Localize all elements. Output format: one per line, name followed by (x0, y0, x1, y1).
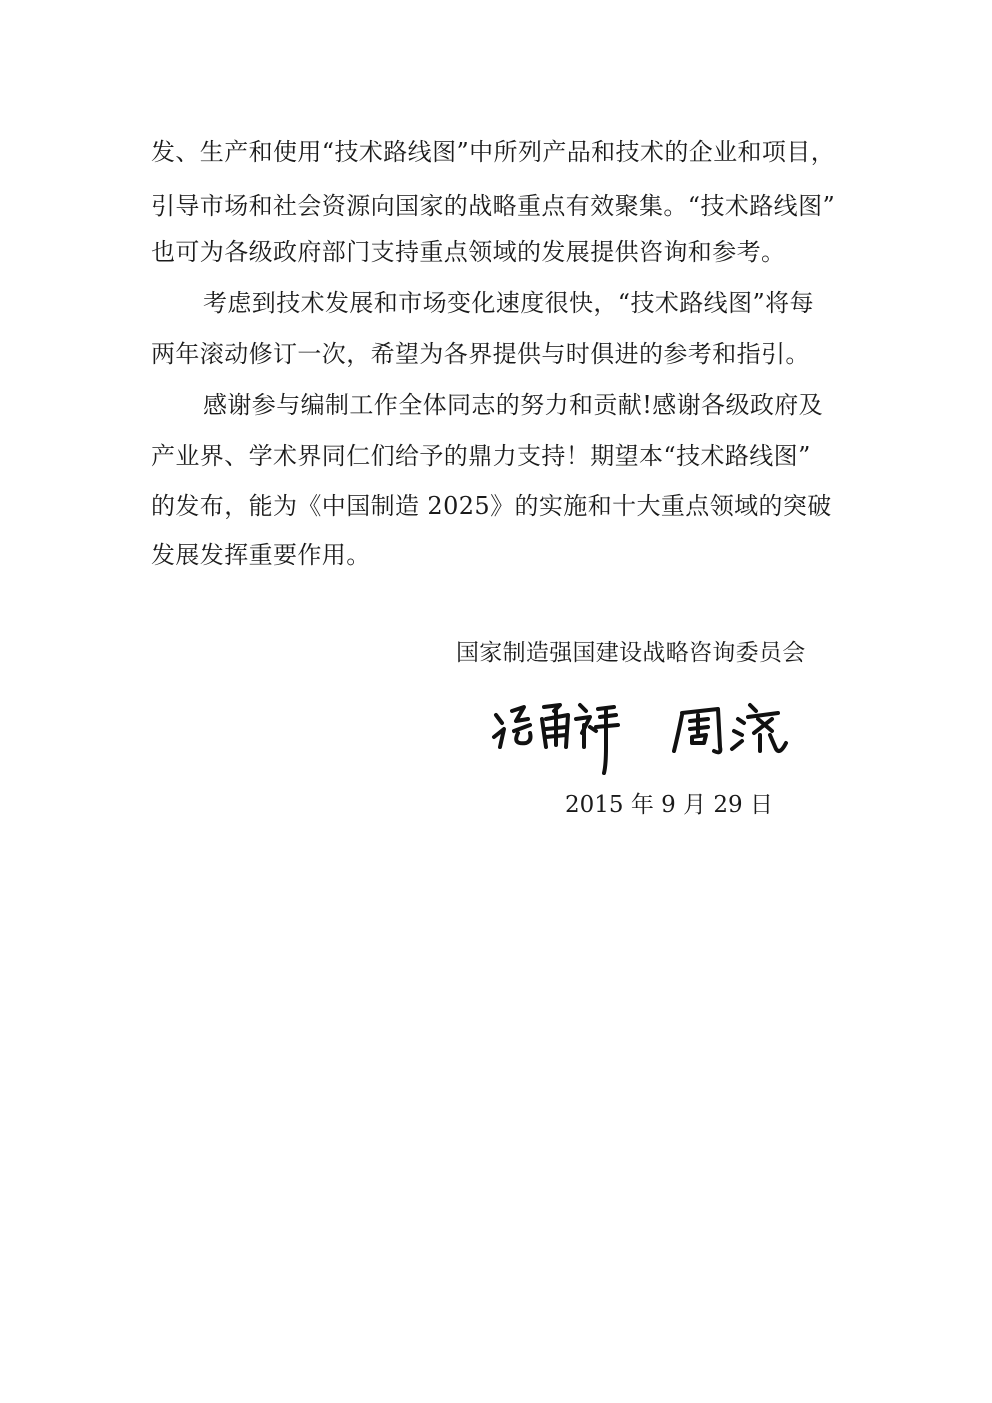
paragraph-line: 考虑到技术发展和市场变化速度很快，“技术路线图”将每 (203, 289, 814, 317)
paragraph-line: 的发布，能为《中国制造 2025》的实施和十大重点领域的突破 (151, 492, 832, 520)
signature-drawing (486, 685, 796, 785)
paragraph-line: 发、生产和使用“技术路线图”中所列产品和技术的企业和项目， (151, 138, 836, 166)
paragraph-line: 引导市场和社会资源向国家的战略重点有效聚集。“技术路线图” (151, 192, 836, 220)
signing-date: 2015 年 9 月 29 日 (565, 792, 773, 818)
organization-name: 国家制造强国建设战略咨询委员会 (456, 640, 806, 666)
paragraph-line: 发展发挥重要作用。 (151, 541, 371, 569)
paragraph-line: 也可为各级政府部门支持重点领域的发展提供咨询和参考。 (151, 238, 786, 266)
paragraph-line: 感谢参与编制工作全体同志的努力和贡献!感谢各级政府及 (203, 391, 824, 419)
signature-1 (494, 705, 618, 773)
paragraph-line: 两年滚动修订一次，希望为各界提供与时俱进的参考和指引。 (151, 340, 810, 368)
handwritten-signatures (486, 685, 796, 785)
paragraph-line: 产业界、学术界同仁们给予的鼎力支持！期望本“技术路线图” (151, 442, 811, 470)
signature-2 (674, 705, 786, 752)
